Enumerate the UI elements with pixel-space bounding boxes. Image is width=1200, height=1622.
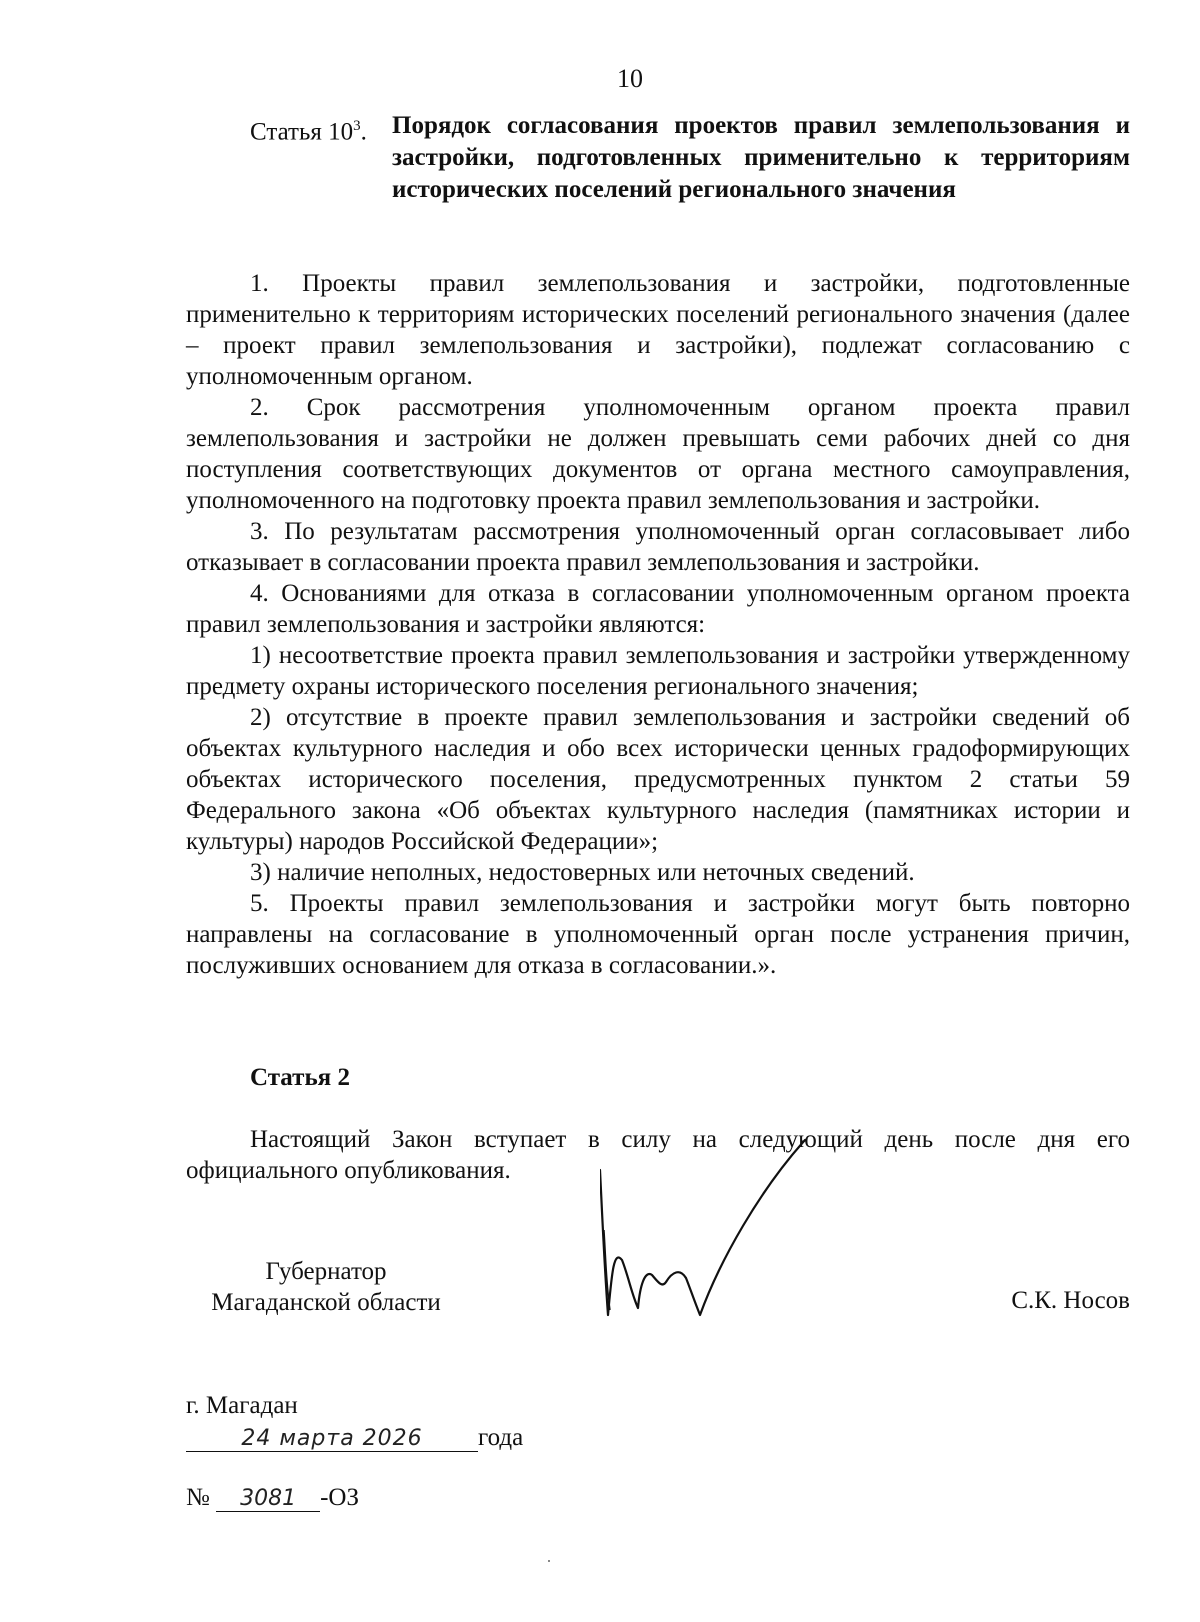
- article-2-text: Настоящий Закон вступает в силу на следующий день после дня его официального опубликования.: [186, 1126, 1130, 1184]
- article-label-dot: .: [360, 118, 367, 146]
- signatory-position: [186, 1256, 466, 1318]
- position-line-2: Магаданской области: [211, 1289, 441, 1316]
- subitem-2: 2) отсутствие в проекте правил землепользования и застройки сведений об объектах культурного наследия и обо всех исторически ценных градоформирующих объектах исторического поселения, предусмотренных пунктом 2 статьи 59 Федерального закона «Об объектах культурного наследия (памятниках истории и культуры) народов Российской Федерации»;: [186, 704, 1130, 855]
- subitem-1: 1) несоответствие проекта правил землепользования и застройки утвержденному предмету охраны исторического поселения регионального значения;: [186, 642, 1130, 700]
- position-line-1: Губернатор: [265, 1258, 387, 1285]
- article-label: [250, 110, 367, 148]
- article-label-superscript: 3: [353, 118, 361, 134]
- city: г. Магадан: [186, 1392, 298, 1419]
- paragraph-5: 5. Проекты правил землепользования и застройки могут быть повторно направлены на согласование в уполномоченный орган после устранения причин, послуживших основанием для отказа в согласовании.».: [186, 890, 1130, 979]
- handwritten-number: 3081: [216, 1486, 320, 1512]
- paragraph-1: 1. Проекты правил землепользования и застройки, подготовленные применительно к территориям исторических поселений регионального значения (далее – проект правил землепользования и застройки), подлежат согласованию с уполномоченным органом.: [186, 270, 1130, 390]
- article-title: Порядок согласования проектов правил землепользования и застройки, подготовленных применительно к территориям исторических поселений регионального значения: [392, 112, 1130, 203]
- article-10-3-body: [186, 268, 1130, 981]
- number-suffix: -ОЗ: [320, 1484, 360, 1511]
- date-line: [186, 1424, 523, 1452]
- date-suffix: года: [478, 1424, 524, 1451]
- law-number-line: [186, 1484, 359, 1512]
- paragraph-2: 2. Срок рассмотрения уполномоченным органом проекта правил землепользования и застройки не должен превышать семи рабочих дней со дня поступления соответствующих документов от органа местного самоуправления, уполномоченного на подготовку проекта правил землепользования и застройки.: [186, 394, 1130, 514]
- page-number: 10: [617, 64, 643, 93]
- paragraph-4: 4. Основаниями для отказа в согласовании уполномоченным органом проекта правил землепользования и застройки являются:: [186, 580, 1130, 638]
- number-prefix: №: [186, 1484, 210, 1511]
- handwritten-signature: [600, 1110, 830, 1330]
- signatory-name: С.К. Носов: [1011, 1287, 1130, 1314]
- article-2-title: Статья 2: [250, 1064, 350, 1091]
- scan-dot: [548, 1560, 550, 1562]
- handwritten-date: 24 марта 2026: [186, 1426, 478, 1452]
- article-label-text: Статья 10: [250, 118, 354, 146]
- subitem-3: 3) наличие неполных, недостоверных или неточных сведений.: [250, 859, 915, 886]
- paragraph-3: 3. По результатам рассмотрения уполномоченный орган согласовывает либо отказывает в согласовании проекта правил землепользования и застройки.: [186, 518, 1130, 576]
